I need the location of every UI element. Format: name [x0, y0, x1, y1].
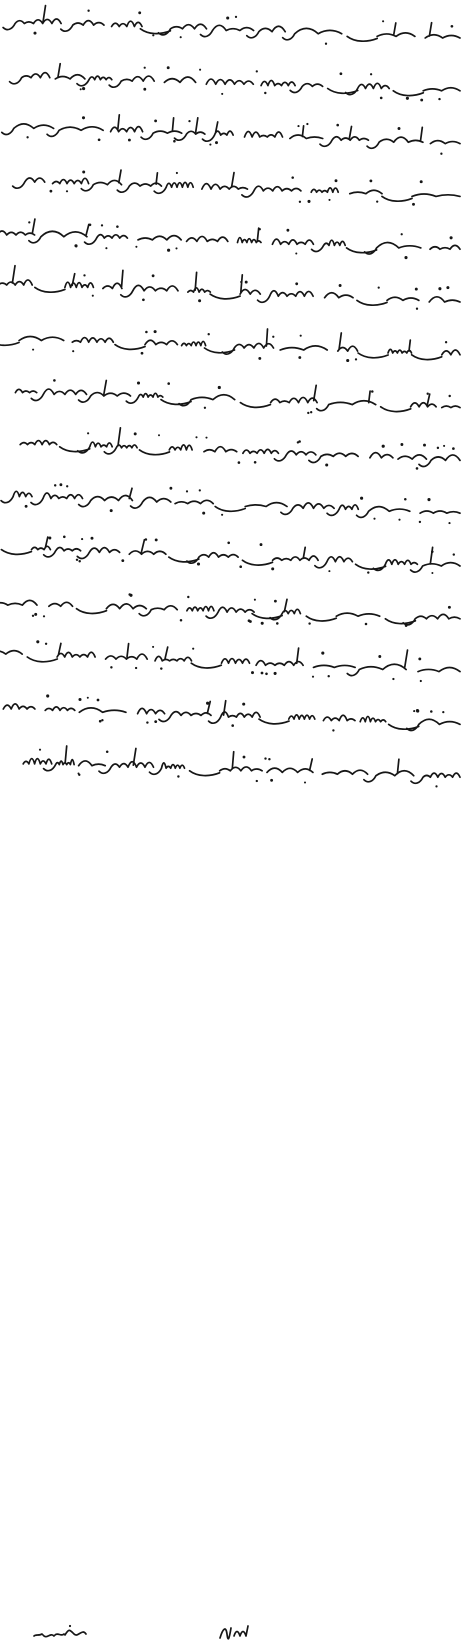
manuscript-line — [12, 216, 464, 269]
manuscript-text-block — [12, 4, 464, 799]
manuscript-line — [12, 163, 464, 216]
manuscript-line — [12, 4, 464, 57]
manuscript-line — [12, 693, 464, 746]
manuscript-line — [12, 640, 464, 693]
manuscript-line — [12, 322, 464, 375]
manuscript-line — [12, 587, 464, 640]
manuscript-line — [12, 534, 464, 587]
manuscript-line — [12, 746, 464, 799]
manuscript-line — [12, 57, 464, 110]
page-footer — [0, 810, 473, 846]
manuscript-line — [12, 269, 464, 322]
manuscript-line — [12, 375, 464, 428]
page-number — [212, 1618, 252, 1644]
manuscript-line — [12, 110, 464, 163]
catchword — [30, 1618, 90, 1648]
manuscript-line — [12, 481, 464, 534]
manuscript-line — [12, 428, 464, 481]
